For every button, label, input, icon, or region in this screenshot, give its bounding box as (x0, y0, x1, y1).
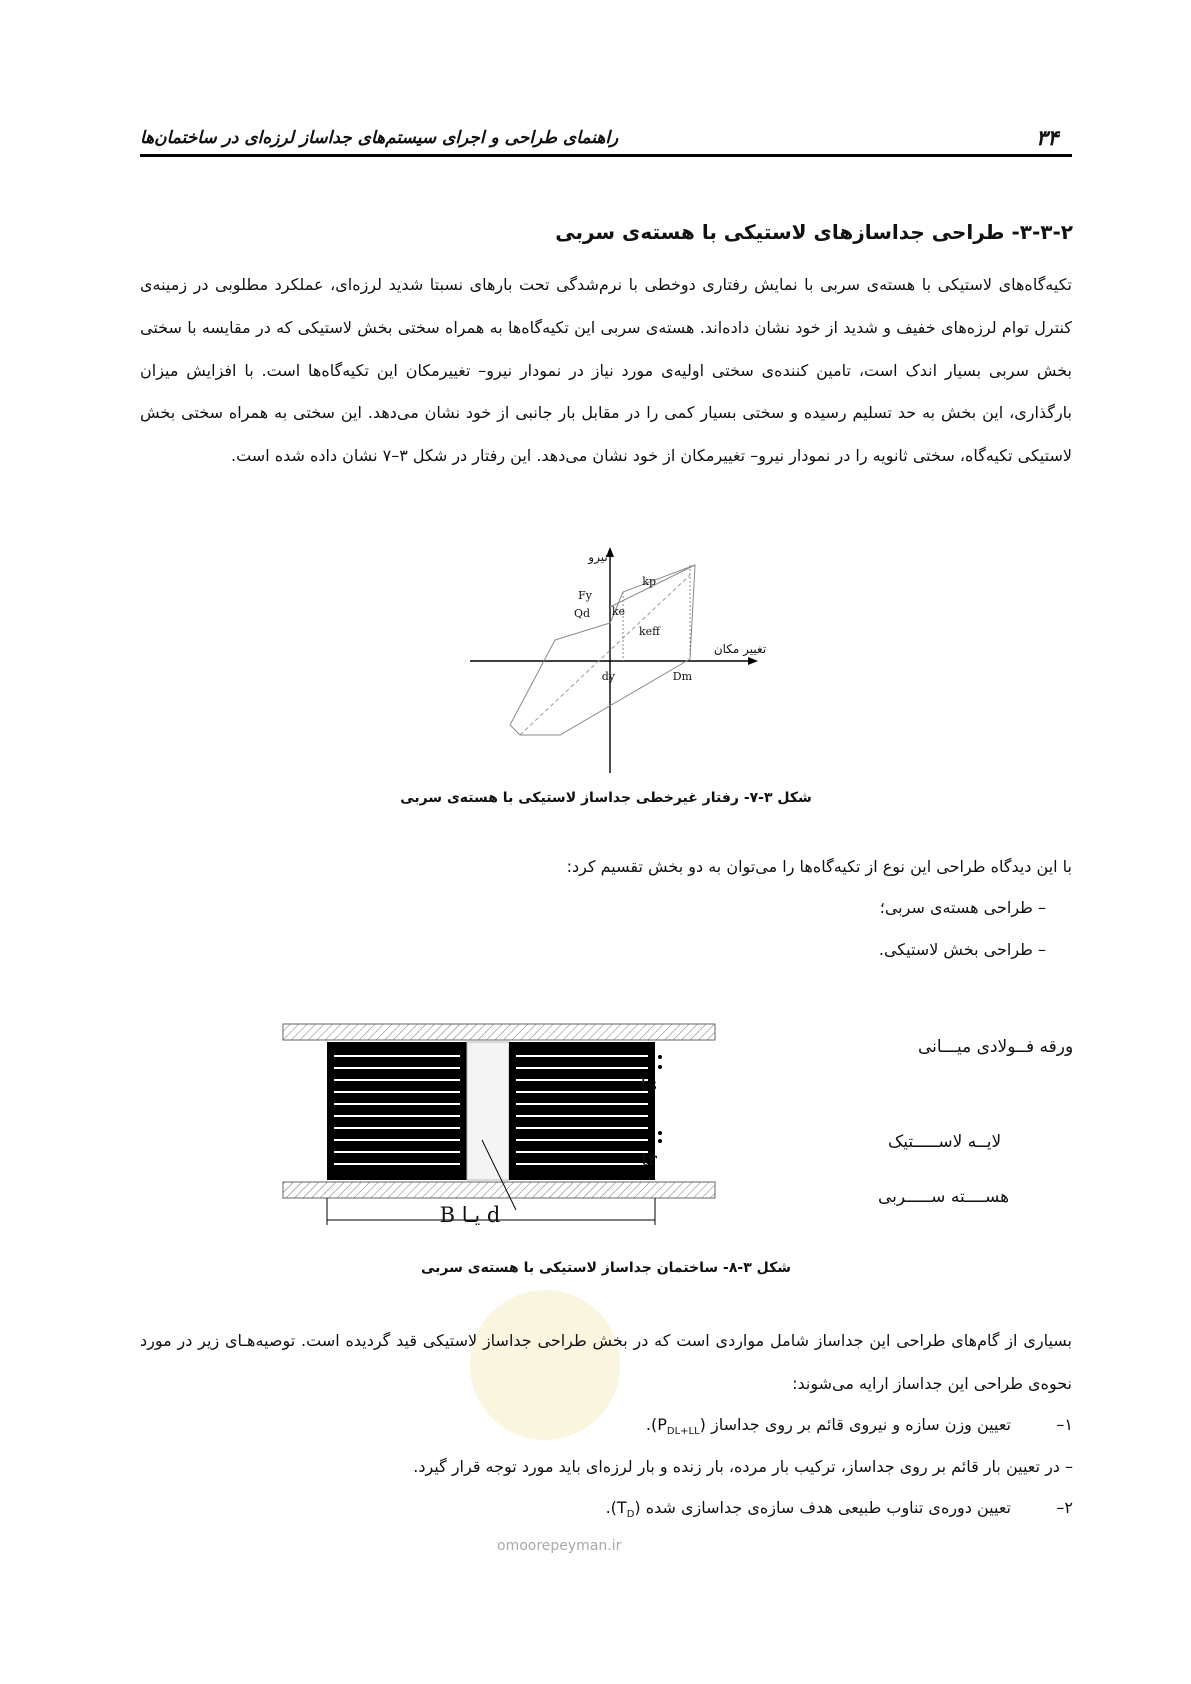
bullet-lead-core: – طراحی هسته‌ی سربی؛ (879, 898, 1046, 917)
label-tr: tr (641, 1149, 657, 1170)
label-dm: Dm (672, 670, 692, 683)
intro-paragraph: تکیه‌گاه‌های لاستیکی با هسته‌ی سربی با نمایش رفتاری دوخطی با نرم‌شدگی تحت بارهای نسبتا شدید لرزه‌ای، عملکرد مطلوبی در زمینه‌ی کنترل توام لرزه‌های خفیف و شدید از خود نشان داده‌اند. هسته‌ی سربی این تکیه‌گاه‌ها به همراه سختی بخش لاستیکی که در مقایسه با سختی بخش سربی بسیار اندک است، تامین کننده‌ی سختی اولیه‌ی مورد نیاز در نمودار نیرو– تغییرمکان این تکیه‌گاه‌ها است. با افزایش میزان بارگذاری، این بخش به حد تسلیم رسیده و سختی بسیار کمی را در مقابل بار جانبی از خود نشان می‌دهد. این سختی به همراه سختی بخش لاستیکی تکیه‌گاه، سختی ثانویه را در نمودار نیرو– تغییرمکان از خود نشان می‌دهد. این رفتار در شکل ۳–۷ نشان داده شده است. (140, 275, 1072, 466)
item-1-text (646, 1415, 1011, 1437)
label-dy: dy (601, 670, 615, 683)
keff-line (520, 575, 690, 735)
item-2-sub: D (626, 1509, 635, 1521)
tr-marker-top (658, 1131, 662, 1135)
lead-core (467, 1042, 509, 1180)
item-2-after: ). (605, 1498, 617, 1517)
item-2-number: ۲– (1056, 1498, 1073, 1517)
right-laminate (509, 1042, 655, 1180)
hysteresis-loop (510, 565, 695, 735)
watermark-url: omoorepeyman.ir (497, 1538, 622, 1554)
x-axis-arrow (748, 657, 758, 665)
label-lead-core: هســــته ســـــربی (878, 1187, 1010, 1207)
design-steps-paragraph: بسیاری از گام‌های طراحی این جداساز شامل مواردی است که در بخش طراحی جداساز لاستیکی قید گردیده است. توصیه‌هـای زیر در مورد نحوه‌ی طراحی این جداساز ارایه می‌شوند: (140, 1331, 1072, 1393)
left-laminate (327, 1042, 467, 1180)
label-ts: ts (640, 1074, 657, 1095)
label-rubber-layer: لایــه لاســـــتیک (888, 1132, 1002, 1152)
label-ke: ke (611, 605, 625, 618)
item-2-text (606, 1498, 1011, 1520)
label-qd: Qd (573, 607, 590, 620)
label-keff: keff (639, 625, 660, 638)
figure2-caption: شکل ۳-۸- ساختمان جداساز لاستیکی با هسته‌ی سربی (420, 1260, 792, 1276)
item-1-number: ۱– (1056, 1415, 1073, 1434)
bullet-rubber-part: – طراحی بخش لاستیکی. (878, 940, 1046, 959)
item-note: – در تعیین بار قائم بر روی جداساز، ترکیب بار مرده، بار زنده و بار لرزه‌ای باید مورد توجه قرار گیرد. (413, 1457, 1073, 1476)
x-axis-label: تغییر مکان (713, 642, 767, 656)
dimension-label: d یـا B (439, 1203, 501, 1227)
tr-marker-bottom (658, 1139, 662, 1143)
hysteresis-figure (460, 545, 780, 775)
page-number: ۳۴ (1036, 126, 1059, 150)
ts-marker-top (658, 1055, 662, 1059)
label-kp: kp (642, 575, 656, 588)
y-axis-label: نیرو (588, 550, 608, 564)
top-plate (283, 1024, 715, 1040)
label-fy: Fy (578, 589, 592, 602)
running-header-title: راهنمای طراحی و اجرای سیستم‌های جداساز لرزه‌ای در ساختمان‌ها (140, 128, 619, 148)
division-paragraph: با این دیدگاه طراحی این نوع از تکیه‌گاه‌ها را می‌توان به دو بخش تقسیم کرد: (566, 857, 1072, 876)
label-steel-plate: ورقه فــولادی میـــانی (918, 1037, 1074, 1057)
bearing-section-figure (270, 1010, 1074, 1240)
header-divider (140, 154, 1072, 157)
bottom-plate (283, 1182, 715, 1198)
item-2-main: تعیین دوره‌ی تناوب طبیعی هدف سازه‌ی جداسازی شده (T (616, 1498, 1011, 1517)
item-1-after: ). (645, 1415, 658, 1434)
item-1-main: تعیین وزن سازه و نیروی قائم بر روی جداساز (P (657, 1415, 1011, 1434)
item-1-sub: DL+LL (666, 1426, 700, 1438)
ts-marker-bottom (658, 1065, 662, 1069)
figure1-caption: شکل ۳-۷- رفتار غیرخطی جداساز لاستیکی با هسته‌ی سربی (400, 790, 812, 806)
section-heading: ۳-۳-۲- طراحی جداسازهای لاستیکی با هسته‌ی سربی (555, 220, 1073, 244)
